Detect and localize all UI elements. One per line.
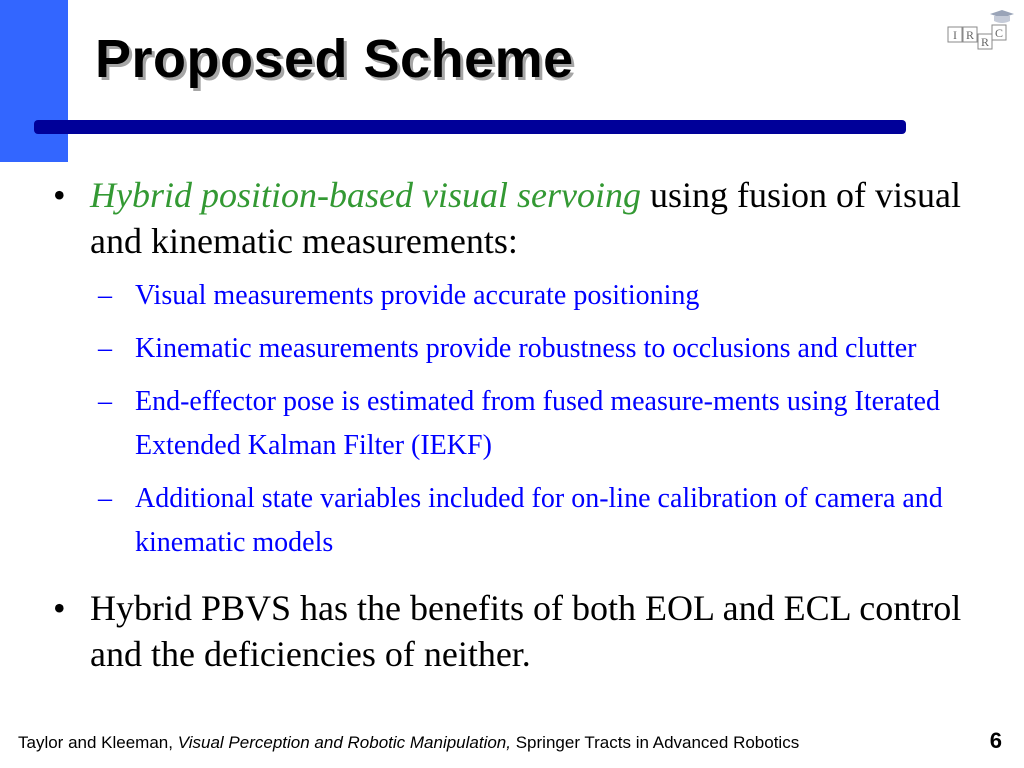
subitem-pose-estimation <box>90 380 988 468</box>
footer-series: Springer Tracts in Advanced Robotics <box>511 733 800 752</box>
svg-text:R: R <box>965 28 975 42</box>
svg-text:C: C <box>994 26 1004 40</box>
bullet-text: using fusion of visual and kinematic measurements: <box>90 175 961 261</box>
bullet-hybrid-pbvs-benefits <box>48 585 988 677</box>
subitem-text: Additional state variables included for on-line calibration of camera and kinematic models <box>135 483 943 558</box>
title-accent-bar <box>0 0 68 162</box>
title-underline-rule <box>34 120 906 134</box>
slide-body <box>48 172 988 677</box>
irrc-logo <box>946 8 1016 54</box>
bullet-marker: • <box>53 588 66 628</box>
subitem-text: Visual measurements provide accurate positioning <box>135 280 700 311</box>
bullet-hybrid-pbvs-fusion <box>48 172 988 264</box>
subitem-text: Kinematic measurements provide robustness to occlusions and clutter <box>135 333 917 364</box>
bullet-emphasis: Hybrid position-based visual servoing <box>90 175 641 215</box>
bullet-text: Hybrid PBVS has the benefits of both EOL and ECL control and the deficiencies of neither. <box>90 588 962 674</box>
subitem-kinematic-measurements <box>90 327 988 371</box>
footer-book-title: Visual Perception and Robotic Manipulation, <box>177 733 511 752</box>
page-number: 6 <box>989 728 1002 753</box>
subitem-marker: – <box>98 280 112 311</box>
subitem-marker: – <box>98 386 112 417</box>
svg-text:I: I <box>953 28 957 42</box>
subitem-marker: – <box>98 333 112 364</box>
footer-authors: Taylor and Kleeman, <box>18 733 178 752</box>
subitem-marker: – <box>98 483 112 514</box>
footer-citation <box>18 733 799 753</box>
bullet-marker: • <box>53 175 66 215</box>
subitem-text: End-effector pose is estimated from fused measure-ments using Iterated Extended Kalman Filter (IEKF) <box>135 386 940 461</box>
subitem-visual-measurements <box>90 274 988 318</box>
slide-title: Proposed Scheme <box>95 29 574 89</box>
svg-text:R: R <box>980 35 990 49</box>
subitem-state-variables <box>90 477 988 565</box>
